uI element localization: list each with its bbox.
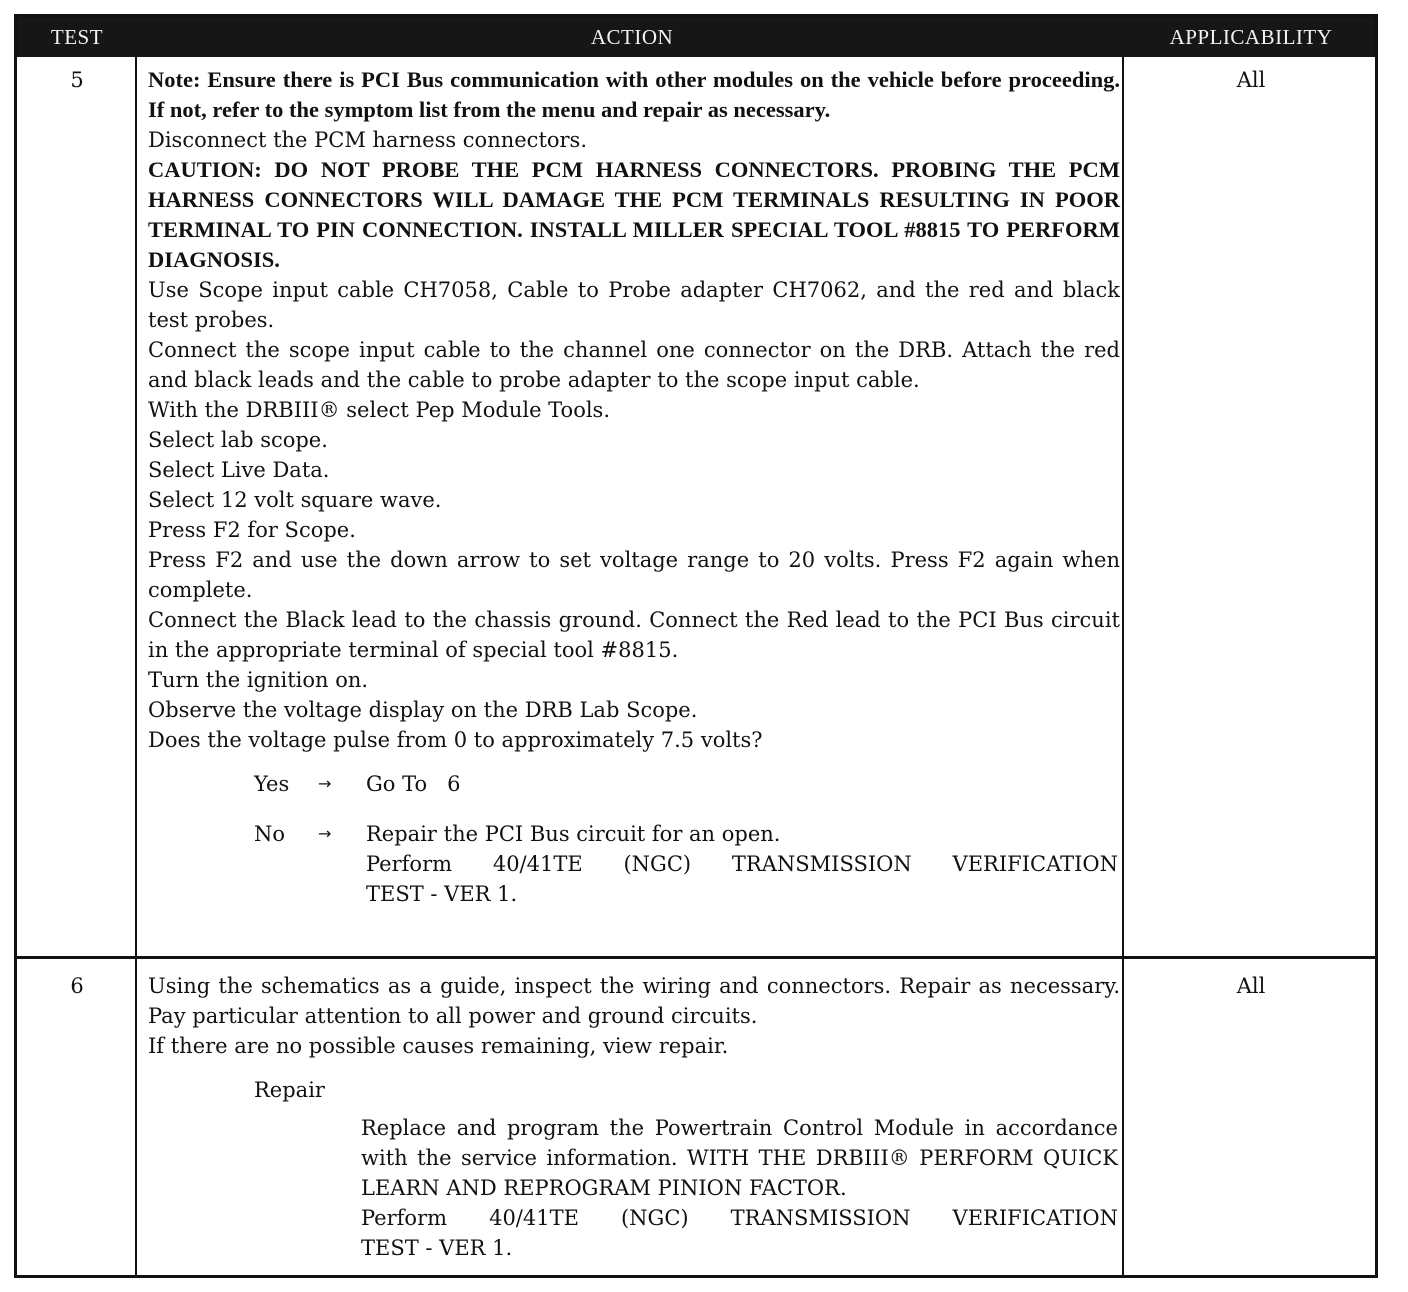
action-step: Press F2 and use the down arrow to set voltage range to 20 volts. Press F2 again when complete. <box>148 548 1120 602</box>
no-result-line: TEST - VER 1. <box>366 882 518 906</box>
row-6-applicability: All <box>1236 974 1266 998</box>
repair-body <box>361 1113 1118 1263</box>
action-step: Disconnect the PCM harness connectors. <box>148 128 588 152</box>
action-step: Observe the voltage display on the DRB Lab Scope. <box>148 698 698 722</box>
row-5-test-number: 5 <box>70 68 84 92</box>
right-arrow-icon: → <box>318 774 332 793</box>
no-branch <box>148 819 1120 909</box>
action-step: If there are no possible causes remaining, view repair. <box>148 1034 729 1058</box>
repair-label: Repair <box>254 1078 325 1102</box>
note-text: Note: Ensure there is PCI Bus communication with other modules on the vehicle before proceeding. If not, refer to the symptom list from the menu and repair as necessary. <box>148 67 1120 122</box>
row-divider <box>17 956 1375 959</box>
yes-result: Go To 6 <box>366 772 461 796</box>
no-result <box>366 819 1118 909</box>
row-5-applicability: All <box>1236 68 1266 92</box>
yes-label: Yes <box>254 772 290 796</box>
action-step: Turn the ignition on. <box>148 668 369 692</box>
action-step: Select Live Data. <box>148 458 330 482</box>
action-step: Use Scope input cable CH7058, Cable to Probe adapter CH7062, and the red and black test probes. <box>148 278 1120 332</box>
header-action: ACTION <box>590 25 674 49</box>
yes-branch <box>148 769 1120 799</box>
no-label: No <box>254 822 286 846</box>
action-step: Press F2 for Scope. <box>148 518 356 542</box>
action-step: Select lab scope. <box>148 428 328 452</box>
action-step: With the DRBIII® select Pep Module Tools. <box>148 398 610 422</box>
no-result-line: Repair the PCI Bus circuit for an open. <box>366 822 781 846</box>
column-divider-applicability <box>1122 57 1124 1275</box>
row-5-action <box>148 65 1120 909</box>
header-applicability: APPLICABILITY <box>1169 25 1333 49</box>
diagnostic-table <box>14 14 1378 1278</box>
table-header <box>17 17 1375 57</box>
row-6-test-number: 6 <box>70 974 84 998</box>
header-test: TEST <box>50 25 104 49</box>
caution-text: CAUTION: DO NOT PROBE THE PCM HARNESS CONNECTORS. PROBING THE PCM HARNESS CONNECTORS WILL DAMAGE THE PCM TERMINALS RESULTING IN POOR TERMINAL TO PIN CONNECTION. INSTALL MILLER SPECIAL TOOL #8815 TO PERFORM DIAGNOSIS. <box>148 157 1120 272</box>
row-6-action <box>148 971 1120 1263</box>
right-arrow-icon: → <box>318 824 332 843</box>
action-step: Using the schematics as a guide, inspect the wiring and connectors. Repair as necessary. Pay particular attention to all power and ground circuits. <box>148 974 1120 1028</box>
repair-line: Perform 40/41TE (NGC) TRANSMISSION VERIFICATION <box>361 1206 1118 1230</box>
action-step: Select 12 volt square wave. <box>148 488 442 512</box>
no-result-line: Perform 40/41TE (NGC) TRANSMISSION VERIFICATION <box>366 852 1118 876</box>
column-divider-test <box>135 57 137 1275</box>
action-step: Connect the scope input cable to the channel one connector on the DRB. Attach the red and black leads and the cable to probe adapter to the scope input cable. <box>148 338 1120 392</box>
repair-line: Replace and program the Powertrain Control Module in accordance with the service information. WITH THE DRBIII® PERFORM QUICK LEARN AND REPROGRAM PINION FACTOR. <box>361 1116 1118 1200</box>
action-step: Does the voltage pulse from 0 to approximately 7.5 volts? <box>148 728 763 752</box>
action-step: Connect the Black lead to the chassis ground. Connect the Red lead to the PCI Bus circuit in the appropriate terminal of special tool #8815. <box>148 608 1120 662</box>
repair-line: TEST - VER 1. <box>361 1236 513 1260</box>
